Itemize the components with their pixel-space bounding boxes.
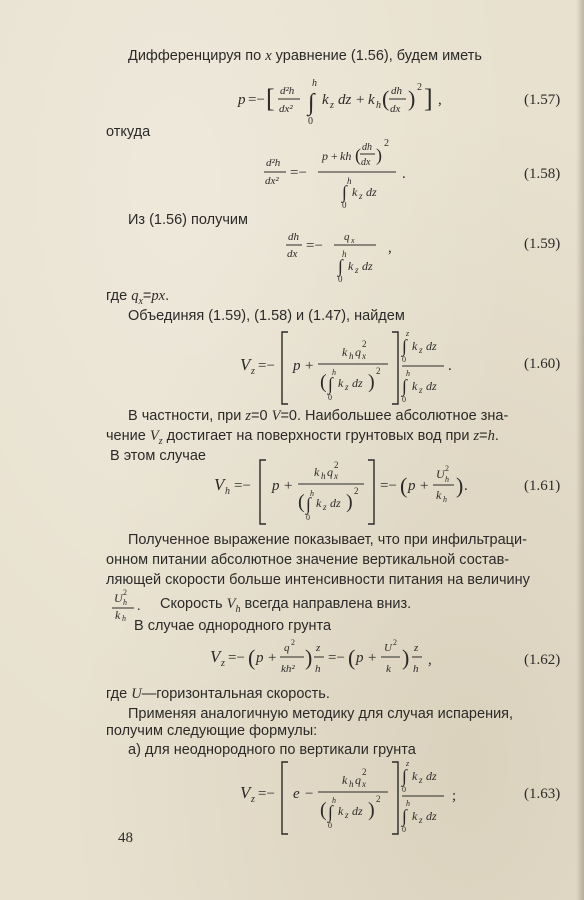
svg-text:d²h: d²h [266, 157, 281, 169]
svg-text:=−: =− [306, 238, 323, 254]
svg-text:z: z [355, 265, 359, 275]
equation-number: (1.63) [524, 786, 561, 802]
equation-number: (1.57) [524, 92, 561, 108]
svg-text:V: V [240, 783, 251, 802]
svg-text:q: q [284, 642, 290, 654]
svg-text:dz: dz [426, 339, 437, 353]
svg-text:q: q [327, 465, 333, 479]
svg-text:p: p [238, 92, 246, 108]
svg-text:0: 0 [402, 825, 406, 834]
svg-text:z: z [406, 759, 410, 768]
equation-number: (1.58) [524, 166, 561, 182]
page-number: 48 [118, 830, 133, 846]
svg-text:k: k [412, 769, 418, 783]
svg-text:(: ( [320, 799, 327, 821]
svg-text:dx²: dx² [265, 175, 279, 187]
svg-text:0: 0 [338, 274, 343, 284]
svg-text:V: V [210, 647, 221, 666]
svg-text:z: z [406, 329, 410, 338]
svg-text:0: 0 [402, 355, 406, 364]
svg-text:∫: ∫ [342, 182, 347, 202]
svg-text:h: h [225, 486, 230, 497]
svg-text:+: + [305, 358, 314, 374]
svg-text:z: z [345, 810, 349, 820]
svg-text:dz: dz [330, 496, 341, 510]
svg-text:h: h [310, 489, 314, 498]
equation-number: (1.60) [524, 356, 561, 372]
svg-text:z: z [359, 191, 363, 201]
svg-text:0: 0 [328, 393, 332, 402]
svg-text:q: q [355, 773, 361, 787]
svg-text:(: ( [348, 645, 356, 670]
svg-text:[: [ [266, 84, 275, 113]
paragraph-applying-l2: получим следующие формулы: [106, 723, 318, 739]
equation-1-59 [284, 220, 414, 290]
paragraph-from-156: Из (1.56) получим [128, 212, 248, 228]
svg-text:,: , [388, 240, 392, 256]
equation-1-57 [236, 74, 466, 128]
svg-text:U: U [384, 642, 392, 654]
svg-text:k: k [412, 809, 418, 823]
svg-text:(: ( [400, 473, 408, 498]
svg-text:z: z [323, 502, 327, 512]
svg-text:dx²: dx² [279, 103, 293, 115]
svg-text:dz: dz [426, 769, 437, 783]
svg-text:+: + [284, 478, 293, 494]
svg-text:h: h [315, 663, 321, 675]
svg-text:.: . [448, 358, 452, 374]
paragraph-in-particular-l3: В этом случае [110, 448, 206, 464]
svg-text:h: h [349, 351, 354, 361]
paragraph-applying-l1: Применяя аналогичную методику для случая испарения, [128, 706, 514, 722]
svg-text:2: 2 [291, 638, 295, 647]
svg-text:): ) [456, 473, 464, 498]
svg-text:=−: =− [328, 650, 345, 666]
svg-text:]: ] [424, 84, 433, 113]
svg-text:∫: ∫ [306, 494, 311, 514]
svg-text:h: h [332, 796, 336, 805]
svg-text:z: z [419, 775, 423, 785]
svg-text:z: z [414, 642, 419, 654]
svg-text:.: . [137, 599, 141, 614]
svg-text:k: k [342, 773, 348, 787]
svg-text:=−: =− [248, 92, 265, 108]
svg-text:+: + [420, 478, 429, 494]
svg-text:): ) [346, 491, 353, 513]
svg-text:dh: dh [362, 142, 372, 153]
svg-text:d²h: d²h [280, 85, 295, 97]
svg-text:p: p [293, 358, 301, 374]
svg-text:2: 2 [334, 460, 339, 470]
svg-text:p: p [256, 650, 264, 666]
equation-number: (1.62) [524, 652, 561, 668]
paragraph-whence: откуда [106, 124, 151, 140]
svg-text:∫: ∫ [402, 806, 407, 826]
svg-text:): ) [368, 371, 375, 393]
svg-text:h: h [413, 663, 419, 675]
svg-text:∫: ∫ [328, 802, 333, 822]
text-line: где $q_x=px$. [106, 288, 170, 307]
equation-1-61 [212, 456, 492, 528]
paragraph-where-u [106, 684, 330, 704]
svg-text:=−: =− [258, 786, 275, 802]
svg-text:p: p [408, 478, 416, 494]
svg-text:,: , [428, 652, 432, 668]
svg-text:k: k [338, 804, 344, 818]
svg-text:2: 2 [354, 486, 359, 496]
svg-text:z: z [419, 815, 423, 825]
svg-text:0: 0 [328, 821, 332, 830]
svg-text:x: x [351, 236, 355, 245]
svg-text:∫: ∫ [402, 376, 407, 396]
svg-text:h: h [443, 495, 447, 504]
svg-text:h: h [342, 249, 347, 259]
svg-text:h: h [406, 369, 410, 378]
svg-text:kh: kh [340, 149, 352, 163]
svg-text:V: V [240, 355, 251, 374]
svg-text:h: h [123, 598, 127, 607]
svg-text:=−: =− [258, 358, 275, 374]
svg-text:p: p [272, 478, 280, 494]
paragraph-combining: Объединяя (1.59), (1.58) и (1.47), найдем [128, 308, 405, 324]
svg-text:dx: dx [361, 157, 371, 168]
text-line: В частности, при z=0 V=0. Наибольшее абсолютное зна- [128, 408, 509, 424]
svg-text:e: e [293, 786, 300, 802]
svg-text:q: q [355, 345, 361, 359]
text-line: Дифференцируя по x уравнение (1.56), будем иметь [128, 48, 482, 64]
svg-text:h: h [349, 779, 354, 789]
svg-text:;: ; [452, 788, 457, 804]
svg-text:h: h [406, 799, 410, 808]
svg-text:.: . [464, 478, 468, 494]
svg-text:dz: dz [352, 376, 363, 390]
svg-text:+: + [368, 650, 377, 666]
svg-text:kh²: kh² [281, 663, 295, 675]
equation-1-58 [262, 134, 422, 214]
svg-text:2: 2 [362, 339, 367, 349]
svg-text:.: . [402, 166, 406, 182]
svg-text:=−: =− [228, 650, 245, 666]
text-line: Скорость $V_h$ всегда направлена вниз. [160, 596, 412, 615]
svg-text:h: h [445, 475, 449, 484]
svg-text:dh: dh [288, 231, 299, 243]
svg-text:2: 2 [393, 638, 397, 647]
svg-text:k: k [412, 339, 418, 353]
svg-text:(: ( [382, 86, 390, 111]
svg-text:0: 0 [402, 785, 406, 794]
svg-text:∫: ∫ [402, 766, 407, 786]
equation-number: (1.61) [524, 478, 561, 494]
svg-text:=−: =− [234, 478, 251, 494]
svg-text:k: k [115, 608, 121, 622]
svg-text:x: x [334, 471, 338, 481]
svg-text:k: k [342, 345, 348, 359]
svg-text:h: h [332, 368, 336, 377]
svg-text:dz: dz [426, 809, 437, 823]
svg-text:h: h [321, 471, 326, 481]
svg-text:z: z [251, 794, 255, 805]
svg-text:∫: ∫ [402, 336, 407, 356]
svg-text:0: 0 [342, 200, 347, 210]
svg-text:∫: ∫ [338, 256, 343, 276]
text-line: где U—горизонтальная скорость. [106, 686, 330, 702]
svg-text:dz: dz [362, 259, 373, 273]
svg-text:U: U [114, 591, 123, 605]
svg-text:dz: dz [352, 804, 363, 818]
svg-text:h: h [122, 614, 126, 622]
equation-1-60 [238, 324, 498, 408]
svg-text:(: ( [248, 645, 256, 670]
svg-text:k: k [348, 259, 354, 273]
svg-text:z: z [330, 100, 334, 111]
equation-1-63 [238, 756, 498, 840]
svg-text:(: ( [320, 371, 327, 393]
equation-1-62 [208, 634, 478, 684]
svg-text:dx: dx [390, 103, 401, 115]
svg-text:(: ( [355, 145, 361, 165]
svg-text:z: z [221, 658, 225, 669]
svg-text:k: k [322, 92, 329, 108]
svg-text:z: z [345, 382, 349, 392]
svg-text:2: 2 [445, 464, 449, 473]
svg-text:p: p [322, 149, 328, 163]
equation-number: (1.59) [524, 236, 561, 252]
svg-text:x: x [362, 779, 366, 789]
svg-text:dz: dz [426, 379, 437, 393]
svg-text:z: z [316, 642, 321, 654]
paragraph-expression-l1: Полученное выражение показывает, что при инфильтраци- [128, 532, 527, 548]
paragraph-homogeneous: В случае однородного грунта [134, 618, 332, 634]
svg-text:k: k [352, 185, 358, 199]
svg-text:h: h [347, 176, 352, 186]
svg-text:dx: dx [287, 248, 298, 260]
svg-text:k: k [338, 376, 344, 390]
paragraph-expression-l3: ляющей скорости больше интенсивности питания на величину [106, 572, 530, 588]
paragraph-expression-l2: онном питании абсолютное значение вертикальной состав- [106, 552, 510, 568]
paragraph-in-particular-l1 [128, 406, 508, 426]
svg-text:dz: dz [366, 185, 377, 199]
svg-text:2: 2 [376, 366, 381, 376]
svg-text:2: 2 [417, 82, 422, 93]
svg-text:): ) [376, 145, 382, 165]
svg-text:−: − [305, 786, 314, 802]
svg-text:p: p [356, 650, 364, 666]
svg-text:h: h [376, 100, 381, 111]
svg-text:2: 2 [384, 138, 389, 149]
svg-text:z: z [419, 385, 423, 395]
svg-text:2: 2 [376, 794, 381, 804]
svg-text:k: k [316, 496, 322, 510]
svg-text:z: z [419, 345, 423, 355]
paragraph-item-a: а) для неоднородного по вертикали грунта [128, 742, 416, 758]
svg-text:dh: dh [391, 85, 402, 97]
svg-text:=−: =− [290, 165, 307, 181]
svg-text:h: h [312, 78, 317, 89]
svg-text:k: k [314, 465, 320, 479]
svg-text:∫: ∫ [328, 374, 333, 394]
svg-text:2: 2 [362, 767, 367, 777]
paragraph-differentiating [128, 46, 482, 66]
svg-text:k: k [436, 488, 442, 502]
svg-text:∫: ∫ [308, 90, 315, 116]
svg-text:U: U [436, 467, 445, 481]
svg-text:+: + [268, 650, 277, 666]
svg-text:2: 2 [123, 588, 127, 597]
svg-text:x: x [362, 351, 366, 361]
svg-text:): ) [368, 799, 375, 821]
svg-text:): ) [305, 645, 313, 670]
svg-text:): ) [408, 86, 416, 111]
svg-text:,: , [438, 92, 442, 108]
svg-text:z: z [251, 366, 255, 377]
text-line: чение $V_z$ достигает на поверхности грунтовых вод при z=h. [106, 428, 499, 447]
svg-text:k: k [386, 663, 391, 675]
svg-text:dz: dz [338, 92, 352, 108]
svg-text:): ) [402, 645, 410, 670]
svg-text:V: V [214, 475, 225, 494]
svg-text:0: 0 [308, 116, 313, 127]
svg-text:0: 0 [402, 395, 406, 404]
page-edge-shadow [576, 0, 584, 900]
svg-text:k: k [368, 92, 375, 108]
svg-text:k: k [412, 379, 418, 393]
svg-text:(: ( [298, 491, 305, 513]
svg-text:+: + [331, 149, 338, 163]
svg-text:q: q [344, 231, 350, 243]
svg-text:=−: =− [380, 478, 397, 494]
svg-text:0: 0 [306, 513, 310, 522]
svg-text:+: + [356, 92, 365, 108]
